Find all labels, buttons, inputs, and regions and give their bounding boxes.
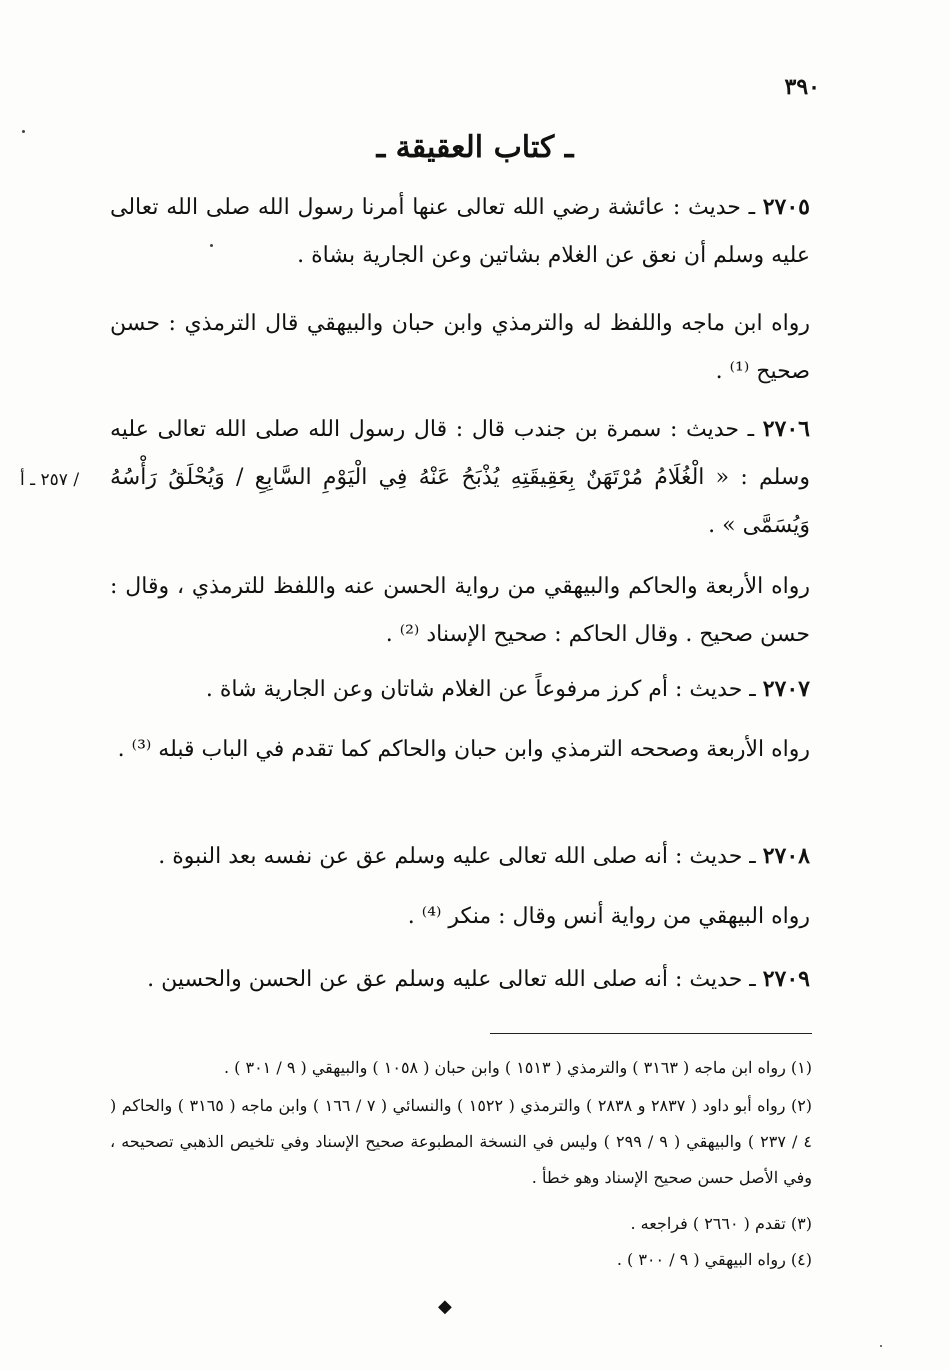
footnote: (١) رواه ابن ماجه ( ٣١٦٣ ) والترمذي ( ١٥١٣ ) وابن حبان ( ١٠٥٨ ) والبيهقي ( ٩ / ٣٠١ ) . [223, 1058, 812, 1077]
hadith-entry [110, 955, 810, 1004]
scan-speck [880, 1345, 882, 1347]
hadith-number: ٢٧٠٩ [762, 966, 810, 992]
hadith-number: ٢٧٠٧ [762, 676, 810, 702]
hadith-number: ٢٧٠٥ [762, 194, 810, 220]
hadith-text: ـ حديث : سمرة بن جندب قال : قال رسول الله صلى الله تعالى عليه وسلم : « الْغُلَامُ مُرْتَهَنٌ بِعَقِيقَتِهِ يُذْبَحُ عَنْهُ فِي الْيَوْمِ السَّابِعِ / وَيُحْلَقُ رَأْسُهُ وَيُسَمَّى » . [110, 417, 810, 538]
hadith-text: ـ حديث : أنه صلى الله تعالى عليه وسلم عق عن نفسه بعد النبوة . [158, 844, 763, 869]
hadith-text: ـ حديث : أنه صلى الله تعالى عليه وسلم عق عن الحسن والحسين . [147, 967, 763, 992]
page-ornament: ◆ [438, 1296, 452, 1317]
hadith-entry [110, 405, 810, 550]
chapter-title: ـ كتاب العقيقة ـ [376, 130, 574, 165]
hadith-source-text: رواه البيهقي من رواية أنس وقال : منكر ⁽⁴⁾ . [407, 904, 810, 929]
hadith-source-text: رواه الأربعة والحاكم والبيهقي من رواية الحسن عنه واللفظ للترمذي ، وقال : حسن صحيح . وقال الحاكم : صحيح الإسناد ⁽²⁾ . [110, 574, 810, 647]
hadith-entry [110, 665, 810, 714]
footnote: (٤) رواه البيهقي ( ٩ / ٣٠٠ ) . [616, 1250, 812, 1269]
scan-speck [210, 244, 213, 247]
hadith-number: ٢٧٠٨ [762, 843, 810, 869]
hadith-source [110, 563, 810, 659]
hadith-text: ـ حديث : أم كرز مرفوعاً عن الغلام شاتان وعن الجارية شاة . [205, 677, 763, 702]
hadith-number: ٢٧٠٦ [762, 416, 810, 442]
hadith-entry [110, 832, 810, 881]
footnote: (٣) تقدم ( ٢٦٦٠ ) فراجعه . [630, 1214, 812, 1233]
footnote-separator [490, 1033, 812, 1034]
footnote: (٢) رواه أبو داود ( ٢٨٣٧ و ٢٨٣٨ ) والترمذي ( ١٥٢٢ ) والنسائي ( ٧ / ١٦٦ ) وابن ماجه ( ٣١٦٥ ) والحاكم ( ٤ / ٢٣٧ ) والبيهقي ( ٩ / ٢٩٩ ) وليس في النسخة المطبوعة صحيح الإسناد وفي تلخيص الذهبي تصحيحه ، وفي الأصل حسن صحيح الإسناد وهو خطأ . [110, 1096, 813, 1187]
scan-speck [22, 130, 25, 133]
hadith-entry [110, 183, 810, 280]
hadith-source [110, 893, 810, 941]
manuscript-folio-note: / ٢٥٧ ـ أ [20, 470, 80, 490]
hadith-source-text: رواه ابن ماجه واللفظ له والترمذي وابن حبان والبيهقي قال الترمذي : حسن صحيح ⁽¹⁾ . [110, 311, 810, 384]
hadith-source [110, 300, 810, 396]
hadith-source [110, 726, 810, 774]
page-number: ٣٩٠ [784, 74, 820, 100]
hadith-text: ـ حديث : عائشة رضي الله تعالى عنها أمرنا رسول الله صلى الله تعالى عليه وسلم أن نعق عن الغلام بشاتين وعن الجارية بشاة . [110, 195, 810, 268]
hadith-source-text: رواه الأربعة وصححه الترمذي وابن حبان والحاكم كما تقدم في الباب قبله ⁽³⁾ . [117, 737, 810, 762]
